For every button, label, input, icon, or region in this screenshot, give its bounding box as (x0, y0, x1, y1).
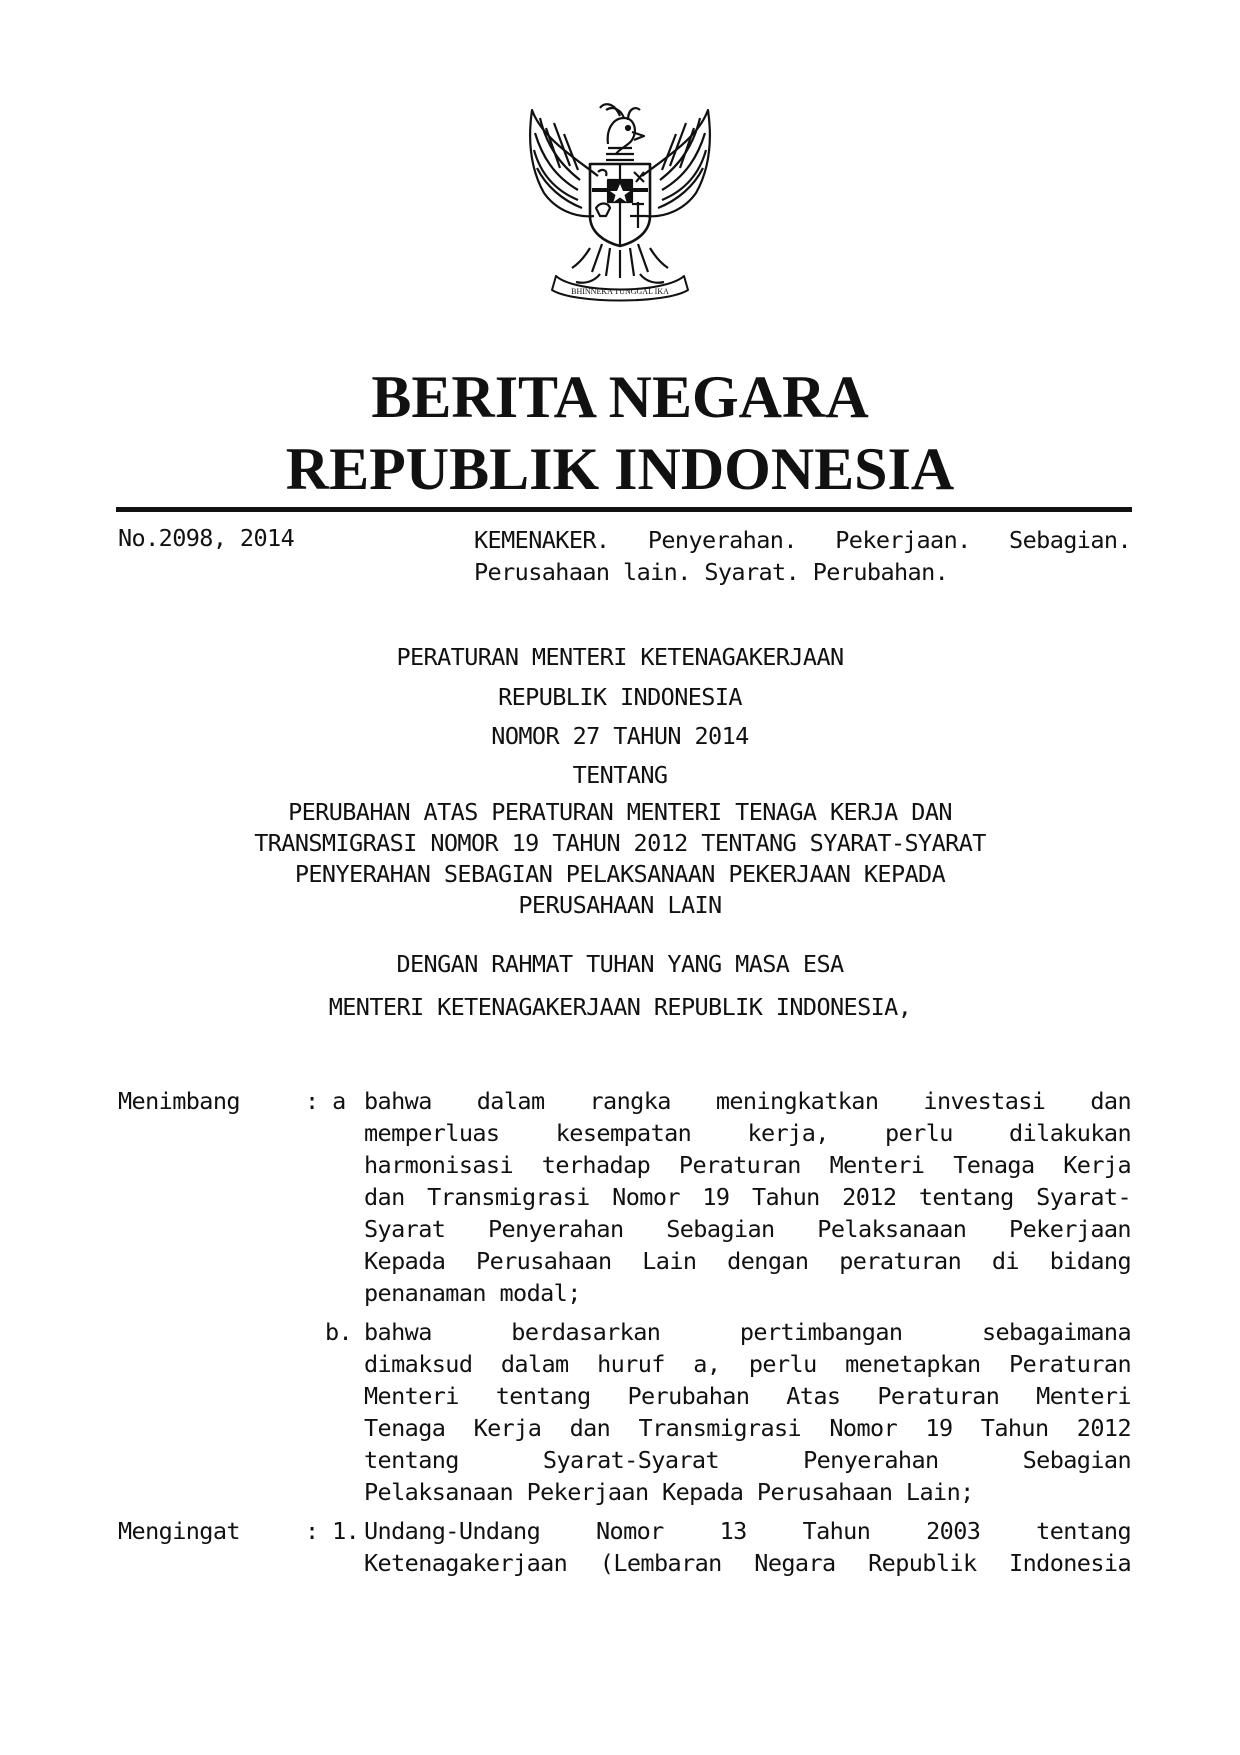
issuer: MENTERI KETENAGAKERJAAN REPUBLIK INDONESIA, (328, 993, 912, 1021)
considering-label: Menimbang (118, 1087, 240, 1115)
para-line: tentang Syarat-Syarat Penyerahan Sebagian (364, 1446, 1131, 1474)
regulation-subject-line: PERUBAHAN ATAS PERATURAN MENTERI TENAGA KERJA DAN (288, 798, 952, 826)
regulation-subject-line: TRANSMIGRASI NOMOR 19 TAHUN 2012 TENTANG SYARAT-SYARAT (254, 829, 986, 857)
para-line: penanaman modal; (364, 1279, 581, 1307)
item-marker: : a (305, 1087, 346, 1115)
regulation-number: NOMOR 27 TAHUN 2014 (491, 722, 749, 750)
para-line: Syarat Penyerahan Sebagian Pelaksanaan Pekerjaan (364, 1215, 1131, 1243)
summary-line: Perusahaan lain. Syarat. Perubahan. (474, 558, 949, 586)
regulation-type: PERATURAN MENTERI KETENAGAKERJAAN (396, 643, 844, 671)
regulation-subject-line: PERUSAHAAN LAIN (518, 891, 722, 919)
header-rule (116, 507, 1132, 512)
invocation: DENGAN RAHMAT TUHAN YANG MASA ESA (396, 950, 844, 978)
para-line: Tenaga Kerja dan Transmigrasi Nomor 19 Tahun 2012 (364, 1414, 1131, 1442)
recalling-item-1 (364, 1515, 1131, 1579)
item-marker: b. (325, 1318, 353, 1346)
para-line: dimaksud dalam huruf a, perlu menetapkan Peraturan (364, 1350, 1131, 1378)
item-marker: : 1. (305, 1517, 360, 1545)
summary-line: KEMENAKER. Penyerahan. Pekerjaan. Sebagian. (474, 526, 1131, 554)
para-line: Menteri tentang Perubahan Atas Peraturan Menteri (364, 1382, 1131, 1410)
motto-text: BHINNEKA TUNGGAL IKA (571, 287, 669, 296)
publication-subtitle: REPUBLIK INDONESIA (285, 436, 955, 502)
para-line: Ketenagakerjaan (Lembaran Negara Republik Indonesia (364, 1549, 1131, 1577)
considering-item-b (364, 1316, 1131, 1508)
para-line: harmonisasi terhadap Peraturan Menteri Tenaga Kerja (364, 1151, 1131, 1179)
para-line: Kepada Perusahaan Lain dengan peraturan di bidang (364, 1247, 1131, 1275)
keyword-summary (474, 524, 1131, 588)
para-line: memperluas kesempatan kerja, perlu dilakukan (364, 1119, 1131, 1147)
para-line: Undang-Undang Nomor 13 Tahun 2003 tentang (364, 1517, 1131, 1545)
para-line: bahwa dalam rangka meningkatkan investasi dan (364, 1087, 1131, 1115)
regulation-about: TENTANG (572, 761, 668, 789)
para-line: bahwa berdasarkan pertimbangan sebagaimana (364, 1318, 1131, 1346)
publication-number: No.2098, 2014 (118, 524, 295, 552)
regulation-country: REPUBLIK INDONESIA (498, 683, 742, 711)
considering-item-a (364, 1085, 1131, 1309)
recalling-label: Mengingat (118, 1517, 240, 1545)
regulation-subject-line: PENYERAHAN SEBAGIAN PELAKSANAAN PEKERJAAN KEPADA (294, 860, 946, 888)
para-line: dan Transmigrasi Nomor 19 Tahun 2012 tentang Syarat- (364, 1183, 1131, 1211)
garuda-emblem-icon (520, 98, 720, 303)
publication-title: BERITA NEGARA (371, 364, 869, 430)
para-line: Pelaksanaan Pekerjaan Kepada Perusahaan Lain; (364, 1478, 974, 1506)
